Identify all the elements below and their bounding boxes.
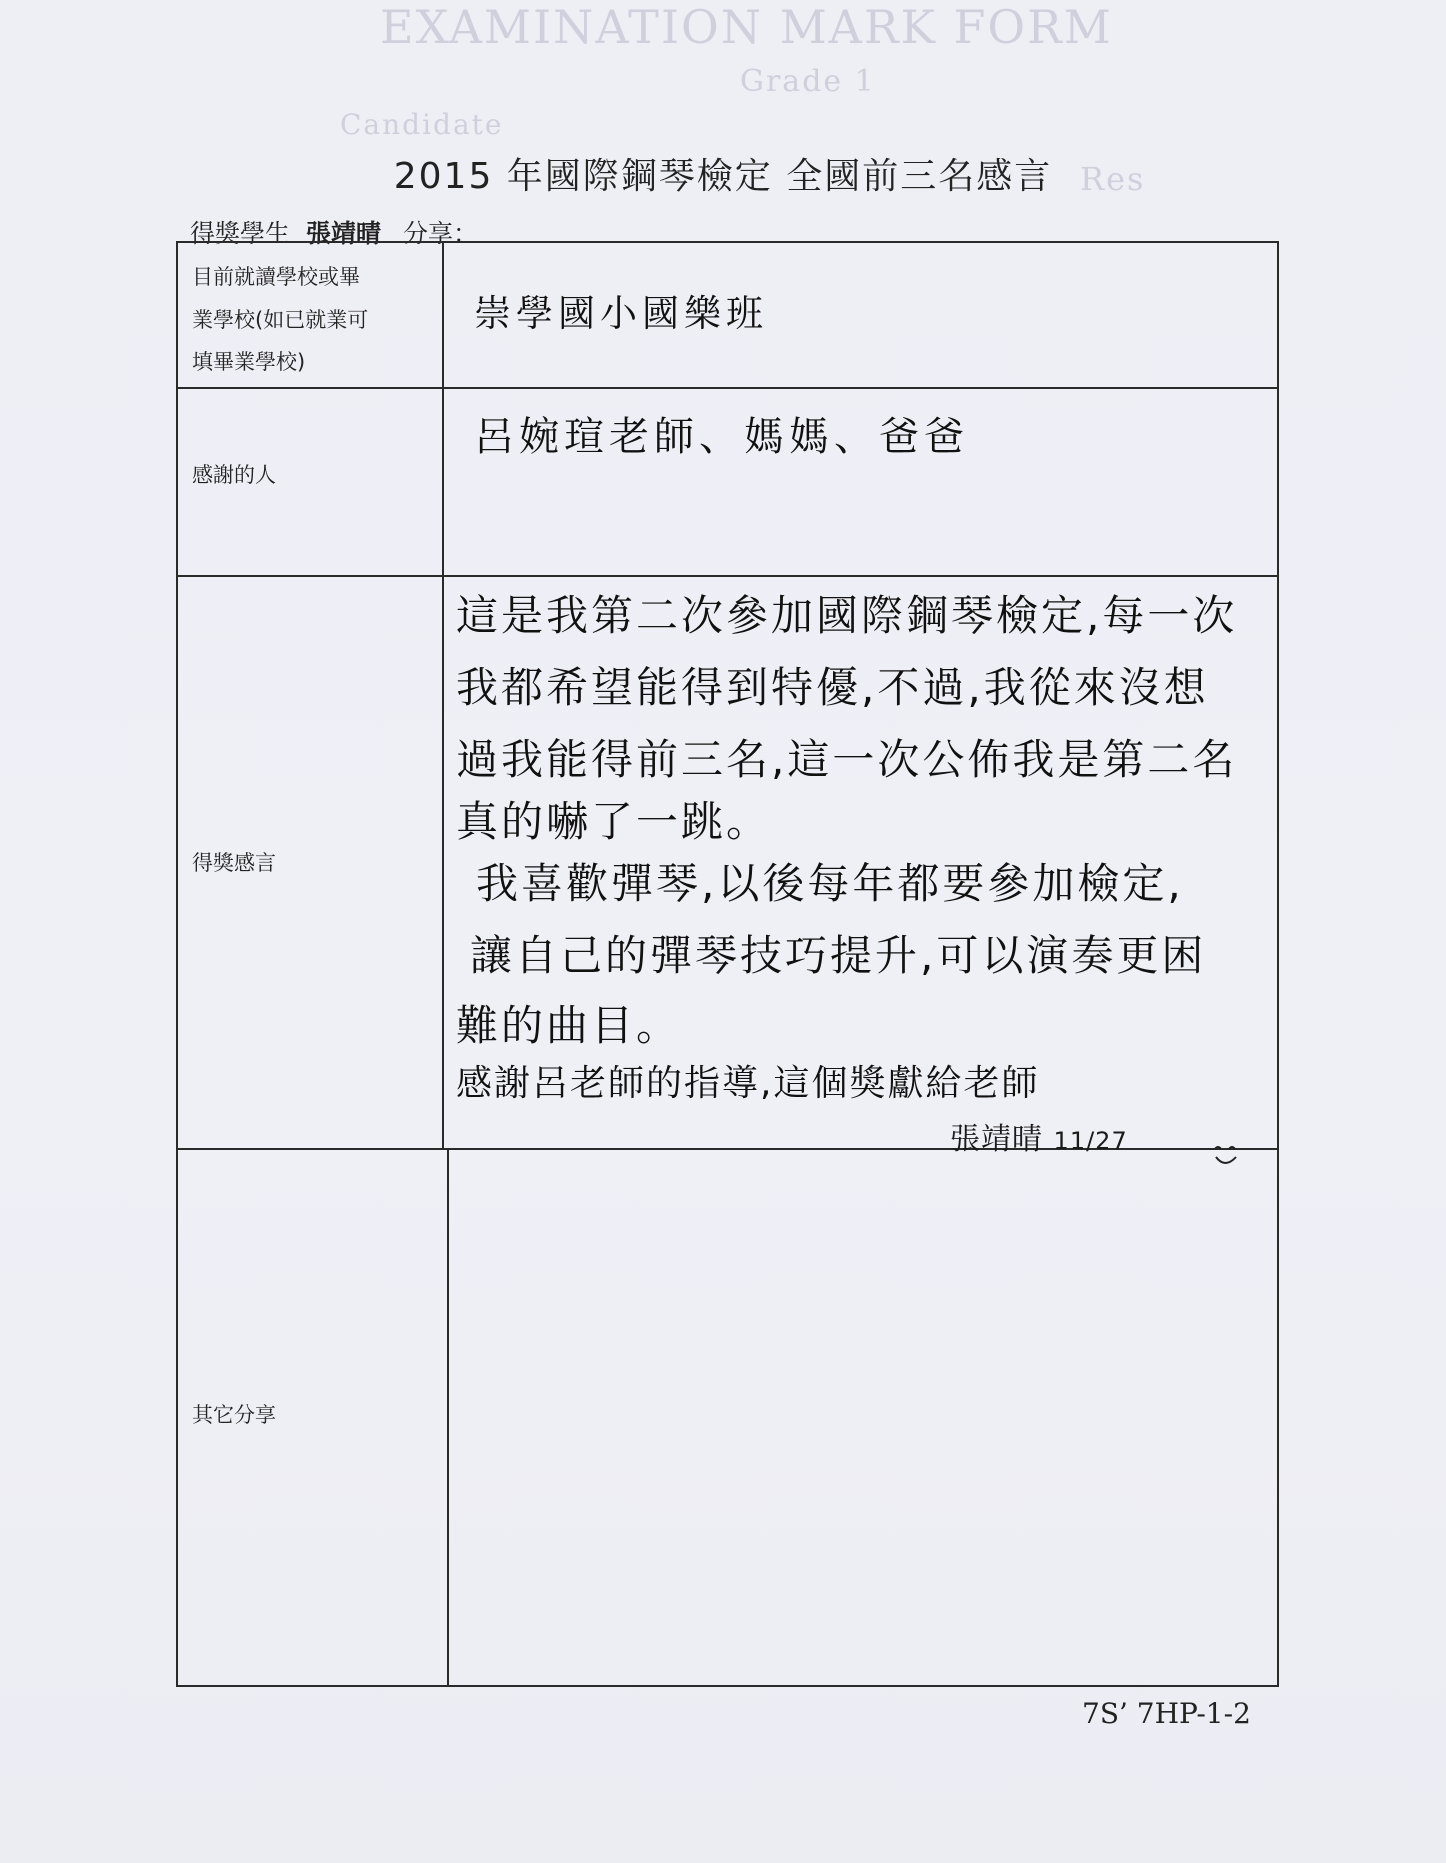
student-name: 張靖晴	[305, 219, 381, 248]
speech-line: 我喜歡彈琴,以後每年都要參加檢定,	[476, 859, 1184, 908]
thanks-label: 感謝的人	[192, 463, 276, 487]
student-label: 得獎學生	[190, 219, 291, 248]
speech-text	[456, 585, 1267, 1111]
share-label: 分享：	[402, 219, 478, 248]
label-cell	[178, 243, 444, 387]
label-cell	[178, 387, 444, 575]
bleed-through-text: Candidate	[340, 108, 504, 141]
form-table	[176, 241, 1279, 1687]
form-row-school	[178, 243, 1277, 389]
smiley-face-icon	[1212, 1143, 1240, 1171]
thanks-value: 呂婉瑄老師、媽媽、爸爸	[474, 414, 969, 460]
speech-line: 難的曲目。	[456, 1001, 682, 1050]
school-value: 崇學國小國樂班	[474, 292, 768, 335]
form-row-other	[178, 1148, 1277, 1685]
other-label: 其它分享	[192, 1403, 276, 1427]
label-cell	[178, 575, 444, 1148]
speech-line: 讓自己的彈琴技巧提升,可以演奏更困	[470, 931, 1207, 980]
speech-line: 感謝呂老師的指導,這個獎獻給老師	[456, 1063, 1040, 1104]
form-row-speech	[178, 575, 1277, 1150]
signature-date: 11/27	[1053, 1127, 1128, 1155]
form-row-thanks	[178, 387, 1277, 577]
page-title: 2015 年國際鋼琴檢定 全國前三名感言	[393, 156, 1053, 197]
speech-label: 得獎感言	[192, 851, 276, 875]
signature-name: 張靖晴	[950, 1122, 1043, 1157]
speech-line: 我都希望能得到特優,不過,我從來沒想	[456, 663, 1209, 712]
speech-line: 過我能得前三名,這一次公佈我是第二名	[456, 735, 1238, 784]
bleed-through-text: Grade 1	[740, 64, 876, 99]
bleed-through-text: Res	[1080, 160, 1146, 198]
speech-line: 真的嚇了一跳。	[456, 797, 772, 846]
speech-line: 這是我第二次參加國際鋼琴檢定,每一次	[456, 591, 1238, 640]
school-label-line-3: 填畢業學校)	[192, 350, 306, 374]
bleed-through-text: EXAMINATION MARK FORM	[380, 0, 1113, 54]
label-cell	[178, 1148, 449, 1685]
school-label-line-1: 目前就讀學校或畢	[192, 265, 360, 289]
form-code: 7S’ 7HP-1-2	[1082, 1697, 1251, 1730]
school-label-line-2: 業學校(如已就業可	[192, 308, 369, 332]
signature-line	[950, 1114, 1128, 1158]
